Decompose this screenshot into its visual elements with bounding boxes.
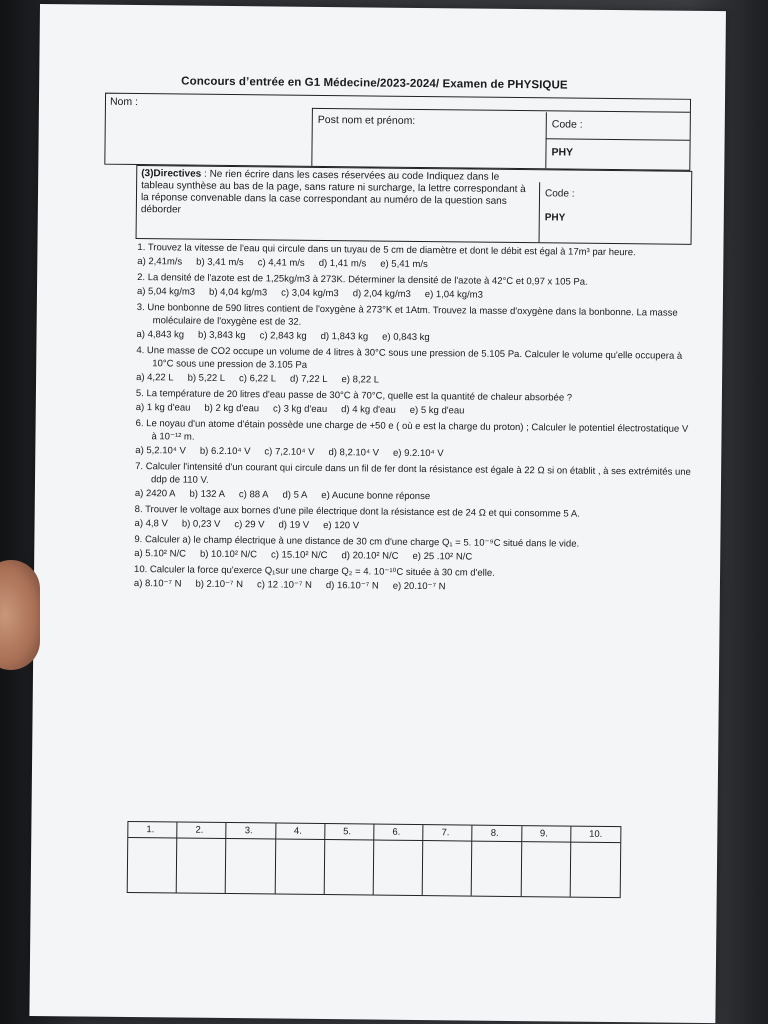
directives-code-label: Code : — [544, 188, 575, 200]
answer-option: e) 5 kg d'eau — [409, 404, 465, 417]
answer-option: c) 3 kg d'eau — [272, 403, 328, 416]
answer-cell-2[interactable] — [177, 838, 227, 893]
answer-grid-header: 10. — [571, 827, 620, 844]
question-2 — [137, 271, 697, 304]
answer-option: b) 2 kg d'eau — [204, 402, 260, 415]
question-3 — [136, 301, 696, 347]
answer-option: a) 4,22 L — [136, 372, 174, 384]
answer-option: a) 4,8 V — [134, 518, 168, 530]
directives-code-value: PHY — [544, 212, 566, 224]
answer-option: d) 1,41 m/s — [318, 257, 367, 270]
answer-option: d) 1,843 kg — [320, 330, 369, 343]
answer-option: b) 132 A — [189, 488, 225, 500]
answer-grid-header: 4. — [276, 824, 325, 841]
answer-option: b) 3,843 kg — [198, 329, 246, 342]
question-statement: Calculer la force qu'exerce Q₁sur une charge Q₂ = 4. 10⁻¹⁰C située à 30 cm d'elle. — [149, 564, 495, 579]
answer-cell-1[interactable] — [128, 838, 178, 893]
question-statement: Calculer l'intensité d'un courant qui circule dans un fil de fer dont la résistance est égale à 22 Ω si on établit , à ses extrémités une ddp de 110 V. — [145, 461, 691, 486]
answer-cell-6[interactable] — [374, 841, 424, 896]
name-field[interactable]: Nom : — [109, 95, 139, 109]
question-7 — [135, 460, 695, 506]
question-number: 3. — [136, 302, 145, 314]
answer-option: c) 15.10² N/C — [270, 549, 328, 562]
answer-option: d) 19 V — [278, 519, 310, 531]
question-9 — [134, 533, 694, 566]
answer-grid-header: 5. — [325, 824, 374, 841]
answer-option: a) 5,04 kg/m3 — [136, 286, 196, 298]
answer-grid-header: 7. — [423, 825, 472, 842]
question-list — [134, 241, 698, 599]
answer-option: b) 4,04 kg/m3 — [209, 286, 268, 299]
answer-option: c) 88 A — [238, 489, 269, 501]
answer-option: b) 5,22 L — [187, 372, 226, 384]
question-5 — [136, 387, 696, 420]
answer-option: c) 29 V — [234, 519, 265, 531]
answer-option: b) 0,23 V — [181, 518, 221, 530]
answer-option: b) 10.10² N/C — [199, 548, 258, 561]
answer-option: d) 20.10² N/C — [341, 550, 399, 562]
answer-cell-4[interactable] — [275, 840, 325, 895]
question-statement: Calculer a) le champ électrique à une distance de 30 cm d'une charge Q₁ = 5. 10⁻⁹C situé dans le vide. — [144, 534, 580, 550]
answer-cell-5[interactable] — [324, 840, 374, 895]
answer-cell-7[interactable] — [423, 841, 473, 896]
answer-option: c) 6,22 L — [239, 373, 277, 385]
question-number: 5. — [135, 388, 144, 400]
question-statement: La densité de l'azote est de 1,25kg/m3 à 273K. Déterminer la densité de l'azote à 42°C et 0,97 x 105 Pa. — [147, 272, 588, 288]
question-number: 2. — [137, 272, 146, 284]
question-statement: Une masse de CO2 occupe un volume de 4 litres à 30°C sous une pression de 5.105 Pa. Calculer le volume qu'elle occupera à 10°C sous une pression de 3.105 Pa — [146, 345, 683, 371]
question-number: 6. — [135, 418, 144, 430]
question-number: 1. — [137, 242, 146, 254]
answer-option: e) 8,22 L — [341, 374, 380, 386]
answer-option: b) 3,41 m/s — [196, 256, 244, 269]
question-statement: Le noyau d'un atome d'étain possède une charge de +50 e ( où e est la charge du proton) ; Calculer le potentiel électrostatique V à 10⁻¹² m. — [146, 418, 689, 443]
directives-label: (3)Directives — [141, 168, 202, 180]
question-4 — [136, 344, 696, 390]
answer-option: b) 6.2.10⁴ V — [199, 445, 251, 458]
answer-option: a) 5.10² N/C — [134, 548, 187, 560]
question-number: 8. — [134, 504, 143, 516]
answer-grid-header: 8. — [473, 826, 522, 843]
answer-option: e) 20.10⁻⁷ N — [392, 580, 446, 593]
answer-option: d) 4 kg d'eau — [341, 404, 396, 416]
answer-grid — [127, 821, 622, 898]
directives-body: : Ne rien écrire dans les cases réservées au code Indiquez dans le tableau synthèse au bas de la page, sans rature ni surcharge, la lettre correspondant à la réponse convenable dans la case correspondant au numéro de la question sans déborder — [140, 168, 526, 216]
code-label: Code : — [551, 118, 583, 131]
answer-option: a) 5,2.10⁴ V — [135, 445, 186, 457]
answer-cell-3[interactable] — [226, 839, 276, 894]
question-statement: Trouver le voltage aux bornes d'une pile électrique dont la résistance est de 24 Ω et qui consomme 5 A. — [145, 504, 580, 520]
answer-grid-header: 1. — [128, 822, 177, 839]
answer-option: a) 8.10⁻⁷ N — [133, 578, 182, 590]
answer-option: a) 2,41m/s — [137, 256, 183, 268]
answer-option: a) 2420 A — [134, 488, 176, 500]
answer-option: a) 1 kg d'eau — [135, 402, 191, 414]
exam-sheet — [29, 4, 726, 1023]
question-6 — [135, 417, 695, 463]
answer-option: e) 9.2.10⁴ V — [392, 447, 444, 460]
directives-box — [136, 165, 693, 245]
answer-option: c) 4,41 m/s — [257, 257, 305, 269]
directives-text — [141, 168, 533, 220]
answer-option: e) 25 .10² N/C — [412, 550, 473, 563]
post-name-field[interactable]: Post nom et prénom: — [317, 113, 416, 127]
thumb — [0, 560, 40, 670]
question-number: 4. — [136, 345, 145, 357]
exam-title: Concours d’entrée en G1 Médecine/2023-2024/ Examen de PHYSIQUE — [181, 75, 568, 92]
answer-option: e) 120 V — [323, 519, 360, 532]
question-1 — [137, 241, 697, 274]
answer-option: d) 5 A — [282, 489, 308, 501]
code-value: PHY — [551, 146, 574, 159]
answer-option: d) 8,2.10⁴ V — [328, 447, 380, 459]
answer-grid-header: 9. — [522, 826, 571, 843]
answer-option: e) 1,04 kg/m3 — [424, 289, 483, 301]
answer-grid-header: 6. — [374, 825, 423, 842]
answer-grid-header: 3. — [227, 823, 276, 840]
answer-option: d) 7,22 L — [289, 373, 328, 386]
answer-option: e) Aucune bonne réponse — [321, 489, 431, 503]
answer-option: c) 7,2.10⁴ V — [264, 446, 315, 458]
answer-cell-10[interactable] — [570, 843, 620, 898]
question-statement: Trouvez la vitesse de l'eau qui circule dans un tuyau de 5 cm de diamètre et dont le débit est égal à 17m³ par heure. — [147, 242, 636, 259]
answer-option: c) 12 .10⁻⁷ N — [256, 579, 312, 591]
answer-option: c) 3,04 kg/m3 — [281, 287, 339, 300]
question-8 — [134, 503, 694, 536]
answer-option: d) 2,04 kg/m3 — [352, 288, 411, 300]
answer-option: e) 5,41 m/s — [380, 258, 428, 271]
question-number: 10. — [134, 564, 148, 576]
question-statement: La température de 20 litres d'eau passe de 30°C à 70°C, quelle est la quantité de chaleur absorbée ? — [146, 388, 573, 404]
question-number: 7. — [135, 461, 144, 473]
question-number: 9. — [134, 534, 143, 546]
answer-option: e) 0,843 kg — [382, 331, 430, 344]
answer-grid-header: 2. — [177, 822, 226, 839]
identity-table — [104, 93, 691, 171]
question-statement: Une bonbonne de 590 litres contient de l'oxygène à 273°K et 1Atm. Trouvez la masse d'oxygène dans la bonbonne. La masse moléculaire de l'oxygène est de 32. — [147, 302, 678, 328]
answer-cell-9[interactable] — [521, 842, 571, 897]
answer-cell-8[interactable] — [472, 842, 522, 897]
answer-option: d) 16.10⁻⁷ N — [325, 580, 379, 592]
question-10 — [134, 563, 694, 596]
answer-option: c) 2,843 kg — [259, 330, 307, 342]
answer-option: b) 2.10⁻⁷ N — [195, 578, 244, 591]
answer-option: a) 4,843 kg — [136, 329, 185, 341]
